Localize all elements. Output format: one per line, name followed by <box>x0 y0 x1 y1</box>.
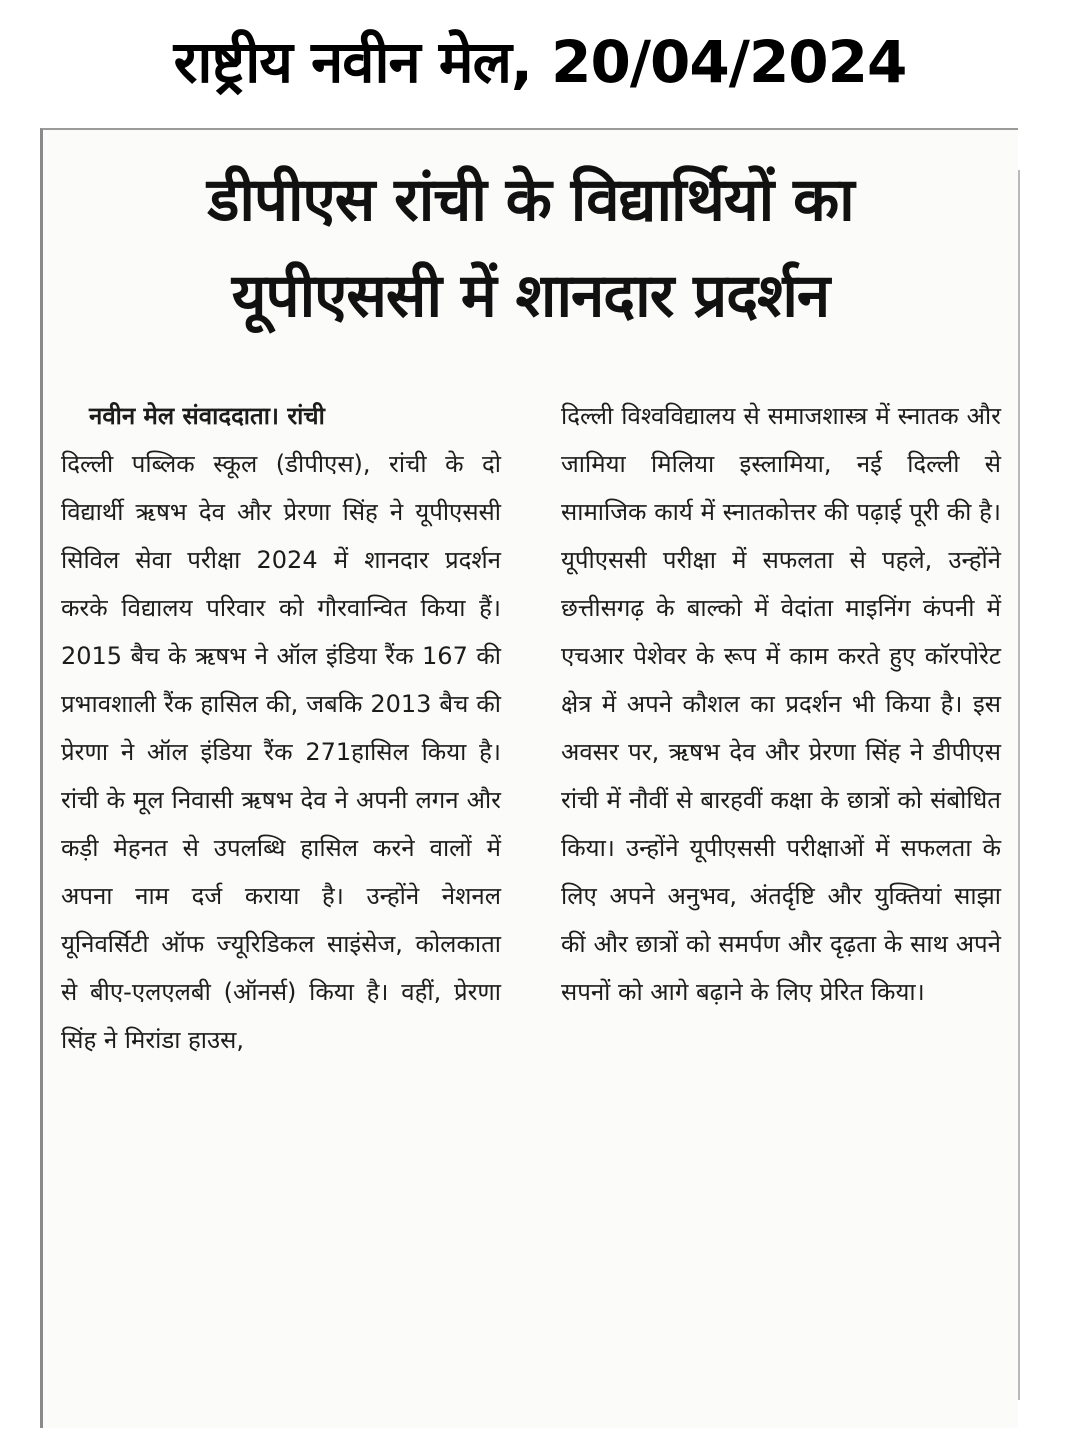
article-column-1 <box>61 392 501 1422</box>
masthead-title: राष्ट्रीय नवीन मेल, 20/04/2024 <box>173 27 907 96</box>
byline: नवीन मेल संवाददाता। रांची <box>89 402 325 430</box>
article-column-2 <box>561 392 1001 1422</box>
news-clipping <box>40 128 1018 1428</box>
clipping-edge <box>1018 170 1020 1400</box>
headline-line-1: डीपीएस रांची के विद्यार्थियों का <box>207 165 854 235</box>
headline <box>43 152 1018 344</box>
masthead <box>0 0 1080 118</box>
column-1-text: दिल्ली पब्लिक स्कूल (डीपीएस), रांची के दो विद्यार्थी ऋषभ देव और प्रेरणा सिंह ने यूपीएससी सिविल सेवा परीक्षा 2024 में शानदार प्रदर्शन करके विद्यालय परिवार को गौरवान्वित किया हैं। 2015 बैच के ऋषभ ने ऑल इंडिया रैंक 167 की प्रभावशाली रैंक हासिल की, जबकि 2013 बैच की प्रेरणा ने ऑल इंडिया रैंक 271हासिल किया है। रांची के मूल निवासी ऋषभ देव ने अपनी लगन और कड़ी मेहनत से उपलब्धि हासिल करने वालों में अपना नाम दर्ज कराया है। उन्होंने नेशनल यूनिवर्सिटी ऑफ ज्यूरिडिकल साइंसेज, कोलकाता से बीए-एलएलबी (ऑनर्स) किया है। वहीं, प्रेरणा सिंह ने मिरांडा हाउस, <box>61 450 501 1054</box>
article-body <box>61 392 1001 1422</box>
column-2-text: दिल्ली विश्वविद्यालय से समाजशास्त्र में स्नातक और जामिया मिलिया इस्लामिया, नई दिल्ली से सामाजिक कार्य में स्नातकोत्तर की पढ़ाई पूरी की है। यूपीएससी परीक्षा में सफलता से पहले, उन्होंने छत्तीसगढ़ के बाल्को में वेदांता माइनिंग कंपनी में एचआर पेशेवर के रूप में काम करते हुए कॉरपोरेट क्षेत्र में अपने कौशल का प्रदर्शन भी किया है। इस अवसर पर, ऋषभ देव और प्रेरणा सिंह ने डीपीएस रांची में नौवीं से बारहवीं कक्षा के छात्रों को संबोधित किया। उन्होंने यूपीएससी परीक्षाओं में सफलता के लिए अपने अनुभव, अंतर्दृष्टि और युक्तियां साझा कीं और छात्रों को समर्पण और दृढ़ता के साथ अपने सपनों को आगे बढ़ाने के लिए प्रेरित किया। <box>561 402 1001 1006</box>
headline-line-2: यूपीएससी में शानदार प्रदर्शन <box>231 261 830 331</box>
